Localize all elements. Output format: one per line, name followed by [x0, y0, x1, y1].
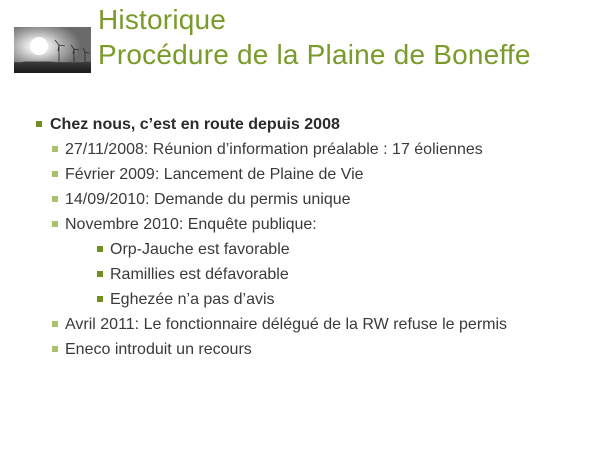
list-item-text: 27/11/2008: Réunion d’information préalable : 17 éoliennes [65, 141, 483, 158]
square-bullet-icon [36, 121, 42, 127]
list-item-text: Orp-Jauche est favorable [110, 241, 290, 258]
square-bullet-icon [52, 321, 58, 327]
list-item-text: Novembre 2010: Enquête publique: [65, 216, 317, 233]
list-item-text: Eneco introduit un recours [65, 341, 252, 358]
square-bullet-icon [52, 146, 58, 152]
square-bullet-icon [52, 346, 58, 352]
square-bullet-icon [52, 171, 58, 177]
list-item-text: Ramillies est défavorable [110, 266, 289, 283]
square-bullet-icon [52, 221, 58, 227]
list-item-text: Eghezée n’a pas d’avis [110, 291, 275, 308]
list-item-text: 14/09/2010: Demande du permis unique [65, 191, 351, 208]
square-bullet-icon [97, 296, 103, 302]
slide-title [98, 2, 531, 72]
square-bullet-icon [97, 271, 103, 277]
square-bullet-icon [97, 246, 103, 252]
list-item-text: Février 2009: Lancement de Plaine de Vie [65, 166, 364, 183]
windmill-landscape-photo [14, 27, 91, 73]
list-item-text: Chez nous, c’est en route depuis 2008 [50, 116, 340, 133]
title-line-1: Historique [98, 4, 227, 35]
list-item-text: Avril 2011: Le fonctionnaire délégué de la RW refuse le permis [65, 316, 508, 333]
square-bullet-icon [52, 196, 58, 202]
title-line-2: Procédure de la Plaine de Boneffe [98, 39, 531, 70]
